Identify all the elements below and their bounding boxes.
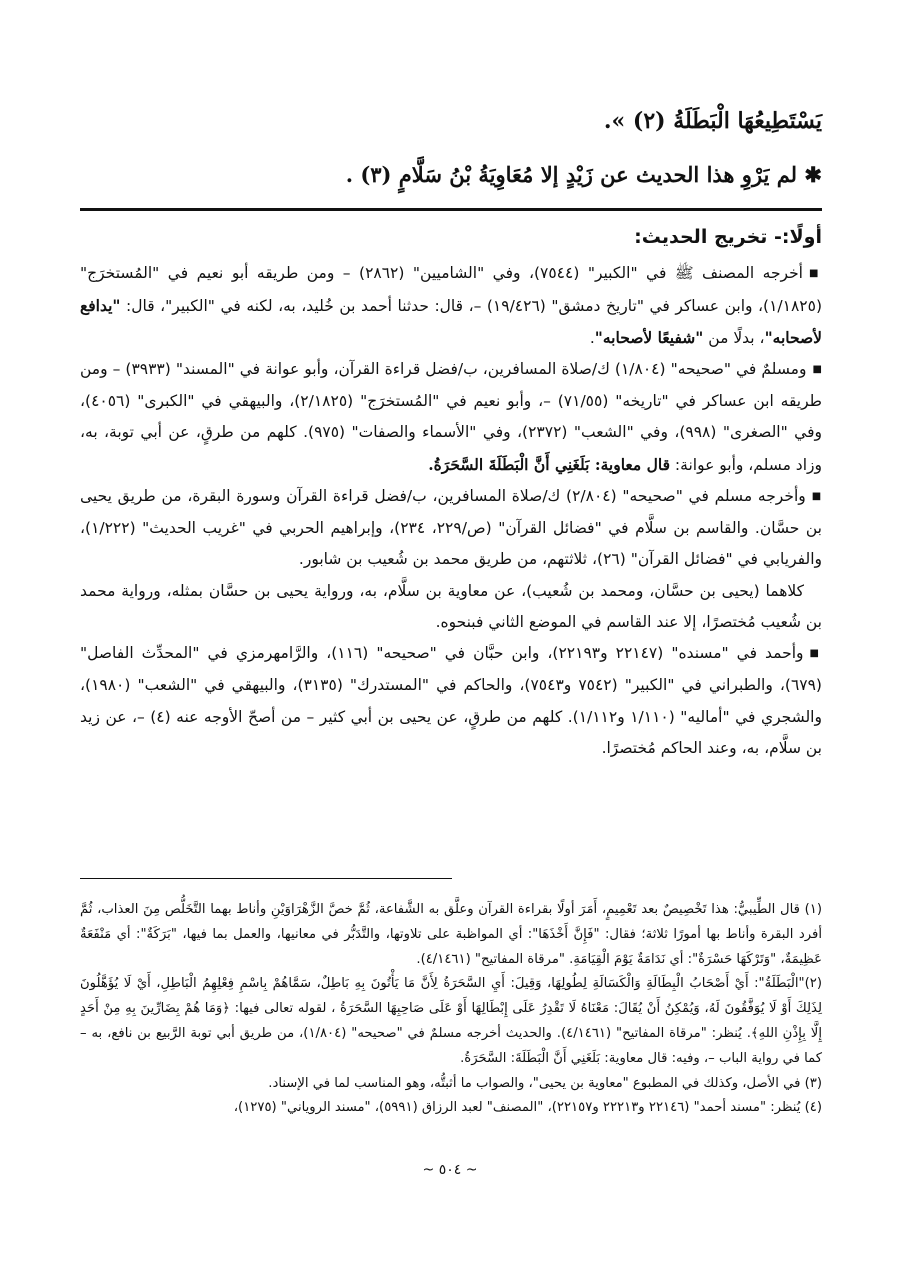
star-icon: ✱ xyxy=(804,162,822,187)
paragraph-3-text: وأخرجه مسلم في "صحيحه" (٢/٨٠٤) ك/صلاة المسافرين، ب/فضل قراءة القرآن وسورة البقرة، من طريق يحيى بن حسَّان. والقاسم بن سلَّام في "فضائل القرآن" (ص/٢٢٩، ٢٣٤)، وإبراهيم الحربي في "غريب الحديث" (١/٢٢٢)، والفريابي في "فضائل القرآن" (٢٦)، ثلاثتهم، من طريق محمد بن شُعيب بن شابور. xyxy=(80,487,822,569)
section-heading-text: أولًا:- تخريج الحديث xyxy=(641,226,822,248)
section-heading-colon: : xyxy=(634,226,642,248)
paragraph-5-text: وأحمد في "مسنده" (٢٢١٤٧ و٢٢١٩٣)، وابن حبَّان في "صحيحه" (١١٦)، والرَّامهرمزي في "المحدِّث الفاصل" (٦٧٩)، والطبراني في "الكبير" (٧٥٤٢ و٧٥٤٣)، والحاكم في "المستدرك" (٣١٣٥)، والبيهقي في "الشعب" (١٩٨٠)، والشجري في "أماليه" (١/١١٠ و١/١١٢). كلهم من طرقٍ، عن يحيى بن أبي كثير – من أصحّ الأوجه عنه (٤) –، عن زيد بن سلَّام، به، وعند الحاكم مُختصرًا. xyxy=(80,644,822,757)
footnote-1: (١) قال الطِّيبيُّ: هذا تَخْصِيصٌ بعد تَعْمِيمٍ، أَمَرَ أولًا بقراءة القرآن وعلَّق به الشَّفاعة، ثُمَّ خصَّ الزَّهْرَاوَيْنِ وأناط بهما التَّخَلُّص مِنَ العذاب، ثُمَّ أفرد البقرة وأناط بها أمورًا ثلاثة؛ فقال: "فَإِنَّ أَخْذَهَا": أي المواظبة على تلاوتها، والتَّدَبُّر في معانيها، والعمل بما فيها، "بَرَكَةٌ": أي مَنْفَعَةٌ عَظِيمَةٌ، "وَتَرْكَهَا حَسْرَةٌ": أي نَدَامَةٌ يَوْمَ الْقِيَامَةِ. "مرقاة المفاتيح" (٤/١٤٦١). xyxy=(80,902,822,967)
bullet-icon: ■ xyxy=(812,364,822,376)
paragraph-1-end: . xyxy=(589,329,595,348)
paragraph-1-quote-b: "شفيعًا لأصحابه" xyxy=(594,328,704,348)
section-heading xyxy=(634,226,822,248)
paragraph-4 xyxy=(80,576,822,639)
paragraph-1-quote-a: "يدافع لأصحابه" xyxy=(80,295,822,348)
paragraph-2-text: ومسلمٌ في "صحيحه" (١/٨٠٤) ك/صلاة المسافرين، ب/فضل قراءة القرآن، وأبو عوانة في "المسند" (٣٩٣٣) – ومن طريقه ابن عساكر في "تاريخه" (٧١/٥٥) –، وأبو نعيم في "المُستخرَج" (٢/١٨٢٥)، والبيهقي في "الكبرى" (٤٠٥٦)، وفي "الصغرى" (٩٩٨)، وفي "الشعب" (٢٣٧٢)، وفي "الأسماء والصفات" (٩٧٥). كلهم من طرقٍ، عن أبي توبة، به، وزاد مسلم، وأبو عوانة: xyxy=(80,360,822,474)
footnote-3: (٣) في الأصل، وكذلك في المطبوع "معاوية بن يحيى"، والصواب ما أثبتُّه، وهو المناسب لما في الإسناد. xyxy=(268,1075,822,1091)
narration-note-line xyxy=(80,162,822,187)
header-divider xyxy=(80,208,822,211)
footnote-divider xyxy=(80,878,452,879)
hadith-ending-line xyxy=(80,108,822,134)
paragraph-3 xyxy=(80,481,822,575)
takhrij-body xyxy=(80,258,822,764)
narration-note-text: لم يَرْوِ هذا الحديث عن زَيْدٍ إلا مُعَاوِيَةُ بْنُ سَلَّامٍ (٣) . xyxy=(345,162,798,187)
footnote-2: (٢)"الْبَطَلَةُ": أَيْ أَصْحَابُ الْبِطَالَةِ وَالْكَسَالَةِ لِطُولِهَا، وَقِيلَ: أَيِ السَّحَرَةُ لِأَنَّ مَا يَأْتُونَ بِهِ بَاطِلٌ، سَمَّاهُمْ بِاسْمِ فِعْلِهِمُ الْبَاطِلِ، أَيْ لَا يُؤَهَّلُونَ لِذَلِكَ أَوْ لَا يُوَفَّقُونَ لَهُ، وَيُمْكِنُ أَنْ يُقَالَ: مَعْنَاهُ لَا تَقْدِرُ عَلَى إِبْطَالِهَا أَوْ عَلَى صَاحِبِهَا السَّحَرَةُ ، لقوله تعالى فيها: ﴿وَمَا هُمْ بِضَارِّينَ بِهِ مِنْ أَحَدٍ إِلَّا بِإِذْنِ اللهِ﴾. يُنظر: "مرقاة المفاتيح" (٤/١٤٦١). والحديث أخرجه مسلمٌ في "صحيحه" (١/٨٠٤)، من طريق أبي توبة الرَّبيع بن نافع، به – كما في رواية الباب –، وفيه: قال معاوية: بَلَغَنِي أَنَّ الْبَطَلَةَ: السَّحَرَةُ. xyxy=(80,976,822,1066)
footnotes xyxy=(80,898,822,1121)
page-number: ~ ٥٠٤ ~ xyxy=(422,1162,478,1178)
paragraph-2 xyxy=(80,354,822,481)
paragraph-2-quote: قال معاوية: بَلَغَنِي أَنَّ الْبَطَلَةَ السَّحَرَةُ. xyxy=(428,454,670,474)
paragraph-5 xyxy=(80,638,822,764)
paragraph-1-connector: ، بدلًا من xyxy=(703,329,765,348)
bullet-icon: ■ xyxy=(809,648,823,660)
footnote-4: (٤) يُنظر: "مسند أحمد" (٢٢١٤٦ و٢٢٢١٣ و٢٢١٥٧)، "المصنف" لعبد الرزاق (٥٩٩١)، "مسند الروياني" (١٢٧٥)، xyxy=(233,1100,822,1116)
paragraph-1-text: أخرجه المصنف ﷺ في "الكبير" (٧٥٤٤)، وفي "الشاميين" (٢٨٦٢) – ومن طريقه أبو نعيم في "المُستخرَج" (١/١٨٢٥)، وابن عساكر في "تاريخ دمشق" (١٩/٤٢٦) –، قال: حدثنا أحمد بن خُليد، به، لكنه في "الكبير"، قال: xyxy=(80,264,822,315)
hadith-ending-text: يَسْتَطِيعُهَا الْبَطَلَةُ (٢) ». xyxy=(603,108,822,134)
paragraph-4-text: كلاهما (يحيى بن حسَّان، ومحمد بن شُعيب)، عن معاوية بن سلَّام، به، ورواية يحيى بن حسَّان بمثله، ورواية محمد بن شُعيب مُختصرًا، إلا عند القاسم في الموضع الثاني فبنحوه. xyxy=(80,581,822,632)
bullet-icon: ■ xyxy=(811,491,822,503)
paragraph-1 xyxy=(80,258,822,354)
bullet-icon: ■ xyxy=(809,268,822,279)
